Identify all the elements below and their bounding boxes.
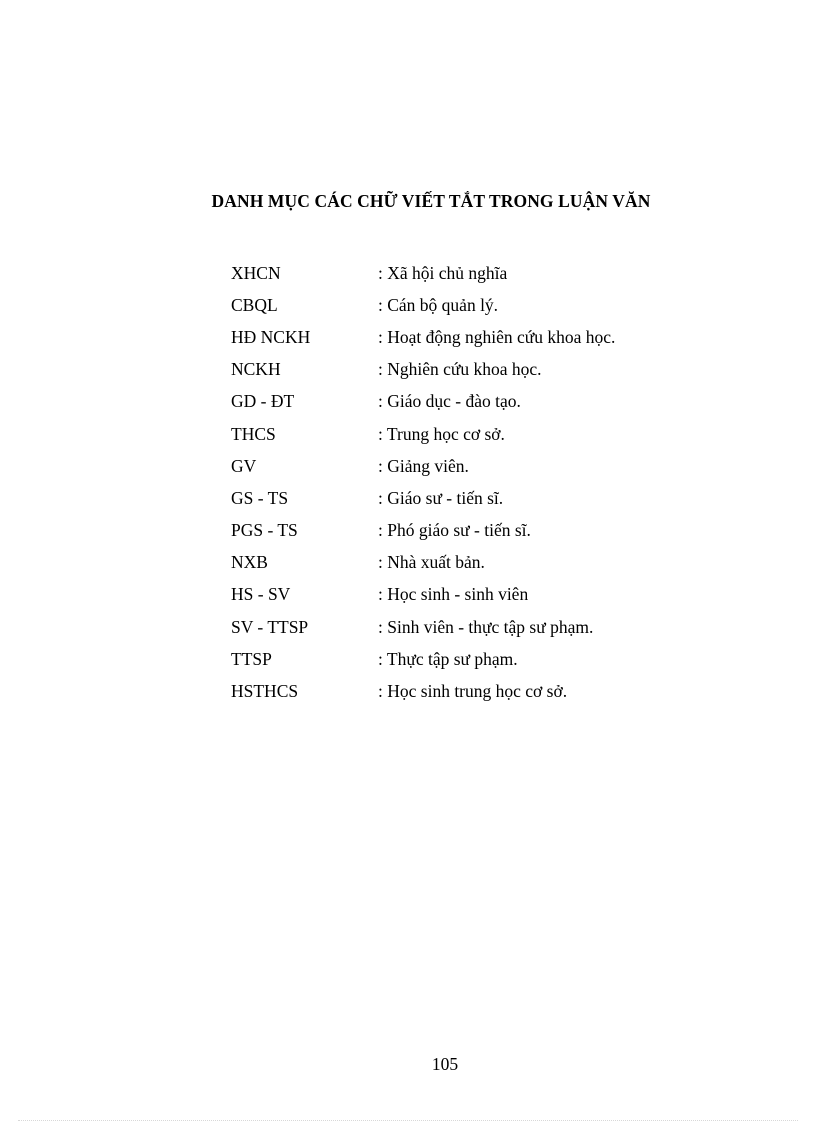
abbreviation-list (231, 257, 615, 708)
abbreviation-meaning: : Trung học cơ sở. (378, 423, 505, 444)
abbreviation-meaning: : Học sinh - sinh viên (378, 584, 529, 605)
abbreviation-code: SV - TTSP (231, 616, 309, 637)
page-divider (18, 1120, 798, 1121)
abbreviation-code: HĐ NCKH (231, 326, 311, 347)
page-title: DANH MỤC CÁC CHỮ VIẾT TẮT TRONG LUẬN VĂN (211, 191, 651, 211)
abbreviation-meaning: : Nhà xuất bản. (378, 552, 485, 573)
abbreviation-code: HS - SV (231, 584, 291, 605)
page-number: 105 (431, 1054, 459, 1074)
abbreviation-meaning: : Giảng viên. (378, 455, 469, 476)
abbreviation-row (231, 289, 615, 321)
abbreviation-code: HSTHCS (231, 681, 299, 702)
abbreviation-code: NXB (231, 552, 268, 573)
abbreviation-meaning: : Hoạt động nghiên cứu khoa học. (378, 326, 616, 347)
abbreviation-meaning: : Xã hội chủ nghĩa (378, 262, 508, 283)
abbreviation-row (231, 257, 615, 289)
abbreviation-row (231, 482, 615, 514)
abbreviation-code: GV (231, 455, 257, 476)
abbreviation-row (231, 675, 615, 707)
abbreviation-code: CBQL (231, 294, 278, 315)
abbreviation-code: GD - ĐT (231, 391, 295, 412)
abbreviation-row (231, 579, 615, 611)
abbreviation-meaning: : Học sinh trung học cơ sở. (378, 681, 568, 702)
abbreviation-meaning: : Phó giáo sư - tiến sĩ. (378, 520, 531, 541)
abbreviation-code: XHCN (231, 262, 281, 283)
abbreviation-meaning: : Nghiên cứu khoa học. (378, 359, 542, 380)
abbreviation-meaning: : Giáo dục - đào tạo. (378, 391, 521, 412)
abbreviation-row (231, 321, 615, 353)
abbreviation-row (231, 450, 615, 482)
abbreviation-row (231, 418, 615, 450)
abbreviation-row (231, 354, 615, 386)
abbreviation-row (231, 611, 615, 643)
abbreviation-code: TTSP (231, 648, 272, 669)
abbreviation-meaning: : Sinh viên - thực tập sư phạm. (378, 616, 594, 637)
abbreviation-meaning: : Thực tập sư phạm. (378, 648, 518, 669)
abbreviation-row (231, 547, 615, 579)
abbreviation-code: THCS (231, 423, 276, 444)
abbreviation-code: GS - TS (231, 487, 289, 508)
abbreviation-code: NCKH (231, 359, 281, 380)
abbreviation-row (231, 643, 615, 675)
abbreviation-row (231, 515, 615, 547)
abbreviation-code: PGS - TS (231, 520, 298, 541)
abbreviation-meaning: : Cán bộ quản lý. (378, 294, 499, 315)
abbreviation-row (231, 386, 615, 418)
abbreviation-meaning: : Giáo sư - tiến sĩ. (378, 487, 504, 508)
